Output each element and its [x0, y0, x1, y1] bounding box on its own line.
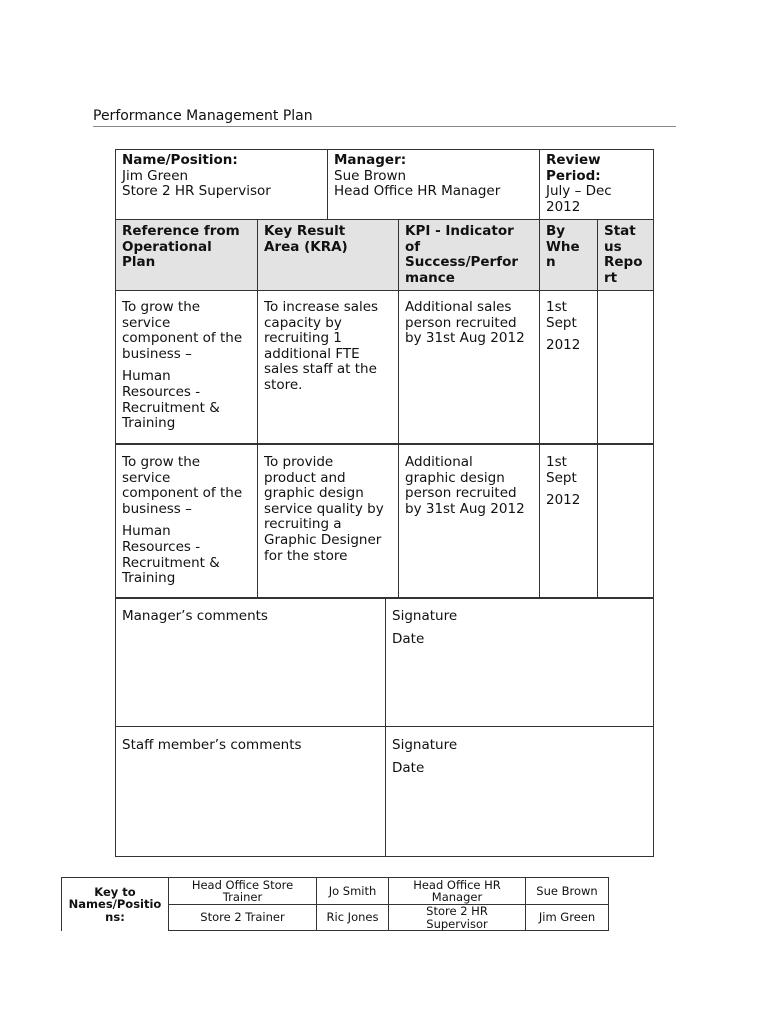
signature-label: Signature [392, 737, 458, 753]
page-title: Performance Management Plan [93, 108, 313, 124]
cell-line: Additional sales [405, 299, 512, 315]
cell-line: product and [264, 469, 346, 486]
key-name: Ric Jones [317, 905, 389, 931]
review-period-cell [540, 151, 653, 217]
key-position [169, 878, 317, 905]
key-text-line: Head Office HR [413, 877, 501, 892]
col-header-kpi [399, 222, 539, 288]
comments-table [115, 598, 654, 857]
header-line: Whe [546, 238, 580, 255]
cell-line: sales staff at the [264, 361, 377, 378]
status-cell [598, 453, 653, 457]
kpi-cell [399, 453, 539, 519]
key-text-line: Trainer [222, 890, 263, 904]
cell-line: Human [122, 368, 171, 385]
header-line: Operational [122, 238, 212, 255]
cell-line: To increase sales [264, 299, 379, 315]
cell-line: Sept [546, 469, 577, 486]
manager-signature-cell [386, 607, 653, 649]
manager-cell [328, 151, 539, 202]
cell-line: 1st [546, 299, 567, 315]
cell-line: graphic design [264, 485, 364, 502]
header-line: Plan [122, 254, 156, 271]
cell-line: Sept [546, 314, 577, 331]
key-position [389, 878, 526, 905]
cell-line: recruiting 1 [264, 330, 342, 347]
cell-line: by 31st Aug 2012 [405, 330, 525, 347]
employee-position: Store 2 HR Supervisor [122, 183, 271, 200]
review-label-line: Period: [546, 167, 601, 184]
key-heading-line: Key to [94, 884, 136, 899]
kra-cell [258, 453, 398, 566]
cell-line: business – [122, 500, 192, 517]
cell-line: for the store [264, 547, 348, 564]
col-header-reference [116, 222, 257, 273]
key-heading-line: ns: [105, 909, 125, 924]
cell-line: 1st [546, 454, 567, 470]
staff-comments-cell [116, 736, 385, 756]
manager-name: Sue Brown [334, 167, 407, 184]
cell-line: To provide [264, 454, 334, 470]
key-heading-line: Names/Positio [68, 897, 162, 911]
cell-line: Additional [405, 454, 473, 470]
date-label: Date [392, 630, 425, 647]
key-heading [62, 878, 169, 931]
staff-signature-cell [386, 736, 653, 778]
cell-line: capacity by [264, 314, 342, 331]
header-line: Area (KRA) [264, 238, 348, 255]
reference-cell [116, 298, 257, 434]
name-position-cell [116, 151, 327, 202]
header-line: of [405, 238, 421, 255]
table-row [115, 289, 654, 444]
kra-cell [258, 298, 398, 396]
by-when-cell [540, 298, 597, 356]
cell-line: person recruited [405, 314, 517, 331]
key-name: Jo Smith [317, 878, 389, 905]
table-row [115, 443, 654, 599]
col-header-status [598, 222, 653, 288]
manager-comments-cell [116, 607, 385, 627]
col-header-by-when [540, 222, 597, 273]
review-value-line: 2012 [546, 198, 581, 215]
review-label-line: Review [546, 152, 601, 168]
cell-line: Graphic Designer [264, 531, 382, 548]
key-name: Sue Brown [526, 878, 609, 905]
cell-line: recruiting a [264, 516, 342, 533]
cell-line: Recruitment & [122, 399, 220, 416]
header-line: By [546, 223, 566, 239]
header-line: Key Result [264, 223, 346, 239]
manager-position: Head Office HR Manager [334, 183, 501, 200]
cell-line: component of the [122, 485, 243, 502]
employee-name: Jim Green [122, 167, 189, 184]
header-line: rt [604, 269, 618, 286]
review-value-line: July – Dec [546, 183, 612, 200]
cell-line: service [122, 469, 171, 486]
cell-line: Recruitment & [122, 554, 220, 571]
header-line: mance [405, 269, 455, 286]
key-table [61, 877, 609, 931]
cell-line: graphic design [405, 469, 505, 486]
cell-line: To grow the [122, 299, 201, 315]
col-divider [597, 444, 598, 598]
reference-cell [116, 453, 257, 589]
date-label: Date [392, 759, 425, 776]
cell-line: by 31st Aug 2012 [405, 500, 525, 517]
name-position-label: Name/Position: [122, 152, 238, 168]
key-text-line: Store 2 Trainer [200, 910, 285, 925]
header-line: us [604, 238, 622, 255]
cell-line: business – [122, 345, 192, 362]
cell-line: store. [264, 376, 303, 393]
kpi-cell [399, 298, 539, 349]
cell-line: component of the [122, 330, 243, 347]
cell-line: Training [122, 570, 176, 587]
key-text-line: Store 2 HR [426, 904, 488, 918]
cell-line: To grow the [122, 454, 201, 470]
by-when-cell [540, 453, 597, 511]
header-line: KPI - Indicator [405, 223, 514, 239]
status-cell [598, 298, 653, 302]
signature-label: Signature [392, 608, 458, 624]
cell-line: Training [122, 415, 176, 432]
staff-comments-label: Staff member’s comments [122, 737, 302, 753]
cell-line: 2012 [546, 337, 581, 354]
key-position [389, 905, 526, 931]
cell-line: Human [122, 523, 171, 540]
key-name: Jim Green [526, 905, 609, 931]
key-position [169, 905, 317, 931]
cell-line: Resources - [122, 538, 201, 555]
cell-line: service [122, 314, 171, 331]
title-underline [93, 126, 676, 127]
cell-line: additional FTE [264, 345, 360, 362]
key-text-line: Head Office Store [191, 877, 294, 892]
header-line: Reference from [122, 223, 240, 239]
cell-line: Resources - [122, 383, 201, 400]
cell-line: 2012 [546, 492, 581, 509]
header-line: Stat [604, 223, 636, 239]
col-divider [597, 289, 598, 443]
header-line: Success/Perfor [405, 254, 519, 271]
key-text-line: Manager [431, 890, 483, 904]
cell-line: person recruited [405, 485, 517, 502]
col-header-kra [258, 222, 398, 257]
manager-label: Manager: [334, 152, 407, 168]
key-text-line: Supervisor [426, 916, 488, 931]
header-line: n [546, 254, 556, 271]
cell-line: service quality by [264, 500, 384, 517]
manager-comments-label: Manager’s comments [122, 608, 268, 624]
header-line: Repo [604, 254, 643, 271]
